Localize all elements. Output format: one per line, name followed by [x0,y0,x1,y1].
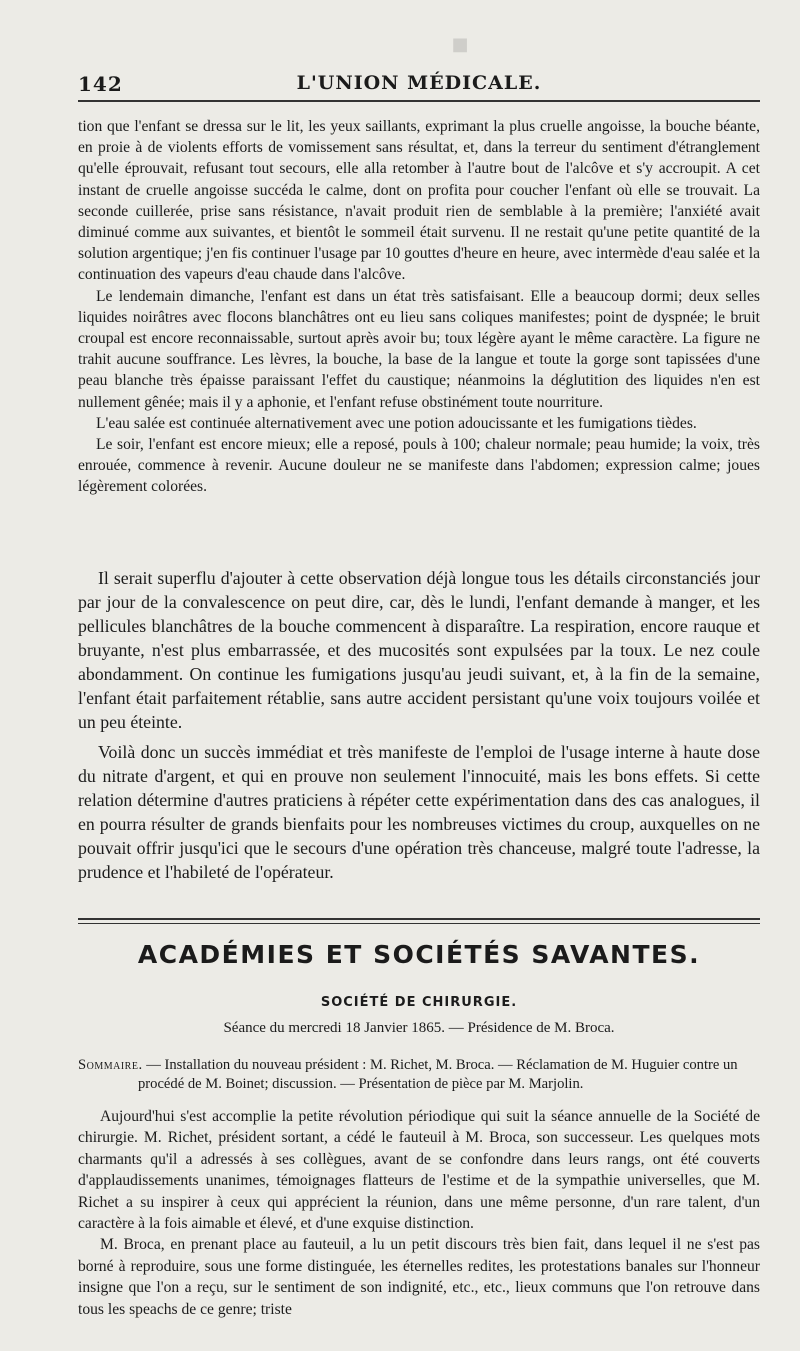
running-head [78,72,760,96]
article-paragraph: Le soir, l'enfant est encore mieux; elle a reposé, pouls à 100; chaleur normale; peau humide; la voix, très enrouée, commence à revenir. Aucune douleur ne se manifeste dans l'abdomen; expression calme; joues légèrement colorées. [78,436,760,496]
session-report [78,1106,760,1320]
article-continuation-small [78,116,760,498]
section-heading: ACADÉMIES ET SOCIÉTÉS SAVANTES. [137,940,701,969]
library-stamp: ■ [451,34,469,55]
header-rule [78,100,760,102]
article-paragraph: tion que l'enfant se dressa sur le lit, les yeux saillants, exprimant la plus cruelle angoisse, la bouche béante, en proie à de violents efforts de vomissement sans résultat, et, dans la terreur du sentiment d'étranglement qu'elle éprouvait, refusant tout secours, elle alla retomber à l'autre bout de l'alcôve et s'y accroupit. A cet instant de cruelle angoisse succéda le calme, dont on profita pour coucher l'enfant où elle se trouvait. La seconde cuillerée, prise sans résistance, n'avait produit rien de semblable à la première; l'anxiété avait diminué comme aux suivantes, et bientôt le sommeil était survenu. Il ne restait qu'une petite quantité de la solution argentique; j'en fis continuer l'usage par 10 gouttes d'heure en heure, avec intermède d'eau salée et la continuation des vapeurs d'eau chaude dans l'alcôve. [78,118,760,284]
society-name: SOCIÉTÉ DE CHIRURGIE. [320,995,518,1010]
article-paragraph: L'eau salée est continuée alternativement avec une potion adoucissante et les fumigations tièdes. [96,414,697,432]
session-line: Séance du mercredi 18 Janvier 1865. — Présidence de M. Broca. [223,1020,615,1036]
summary-label: Sommaire. [78,1057,143,1073]
journal-title: L'UNION MÉDICALE. [296,72,542,94]
report-paragraph: Aujourd'hui s'est accomplie la petite révolution périodique qui suit la séance annuelle de la Société de chirurgie. M. Richet, président sortant, a cédé le fauteuil à M. Broca, son successeur. Les quelques mots charmants qu'il a adressés à ses collègues, avant de se confondre dans leurs rangs, ont été couverts d'applaudissements unanimes, témoignages flatteurs de l'estime et de la sympathie universelles, que M. Richet a su inspirer à ceux qui apprécient la réunion, dans une même personne, d'un rare talent, d'un caractère à la fois aimable et élevé, et d'une exquise distinction. [78,1108,760,1233]
article-paragraph: Il serait superflu d'ajouter à cette observation déjà longue tous les détails circonstanciés jour par jour de la convalescence on peut dire, car, dès le lundi, l'enfant demande à manger, et les pellicules blanchâtres de la bouche commencent à disparaître. La respiration, encore rauque et bruyante, n'est plus embarrassée, et des mucosités sont expulsées par la toux. Le nez coule abondamment. On continue les fumigations jusqu'au jeudi suivant, et, à la fin de la semaine, l'enfant était parfaitement rétablie, sans autre accident persistant qu'une voix toujours voilée et un peu éteinte. [78,568,760,732]
page-number: 142 [78,72,123,96]
summary-text: — Installation du nouveau président : M. Richet, M. Broca. — Réclamation de M. Huguier contre un procédé de M. Boinet; discussion. — Présentation de pièce par M. Marjolin. [138,1057,738,1092]
article-paragraph: Le lendemain dimanche, l'enfant est dans un état très satisfaisant. Elle a beaucoup dormi; deux selles liquides noirâtres avec flocons blanchâtres ont eu lieu sans coliques manifestes; point de dyspnée; le bruit croupal est encore reconnaissable, surtout après avoir bu; toux légère ayant le même caractère. La figure ne trahit aucune souffrance. Les lèvres, la bouche, la base de la langue et toute la gorge sont tapissées d'une peau blanche très épaisse paraissant l'effet du caustique; néanmoins la déglutition des liquides n'en est nullement gênée; mais il y a aphonie, et l'enfant refuse obstinément toute nourriture. [78,287,760,411]
article-paragraph: Voilà donc un succès immédiat et très manifeste de l'emploi de l'usage interne à haute dose du nitrate d'argent, et qui en prouve non seulement l'innocuité, mais les bons effets. Si cette relation détermine d'autres praticiens à répéter cette expérimentation dans des cas analogues, il en pourra résulter de grands bienfaits pour les nombreuses victimes du croup, auxquelles on ne pouvait offrir jusqu'ici que le secours d'une opération très chanceuse, malgré toute l'adresse, la prudence et l'habileté de l'opérateur. [78,742,760,882]
report-paragraph: M. Broca, en prenant place au fauteuil, a lu un petit discours très bien fait, dans lequel il ne s'est pas borné à reproduire, sous une forme distinguée, les éternelles redites, les protestations banales sur l'honneur insigne que l'on a reçu, sur le sentiment de son indignité, etc., etc., lieux communs que l'on retrouve dans tous les speachs de ce genre; triste [78,1236,760,1318]
section-divider [78,918,760,924]
session-summary [78,1056,760,1094]
article-conclusion [78,566,760,890]
